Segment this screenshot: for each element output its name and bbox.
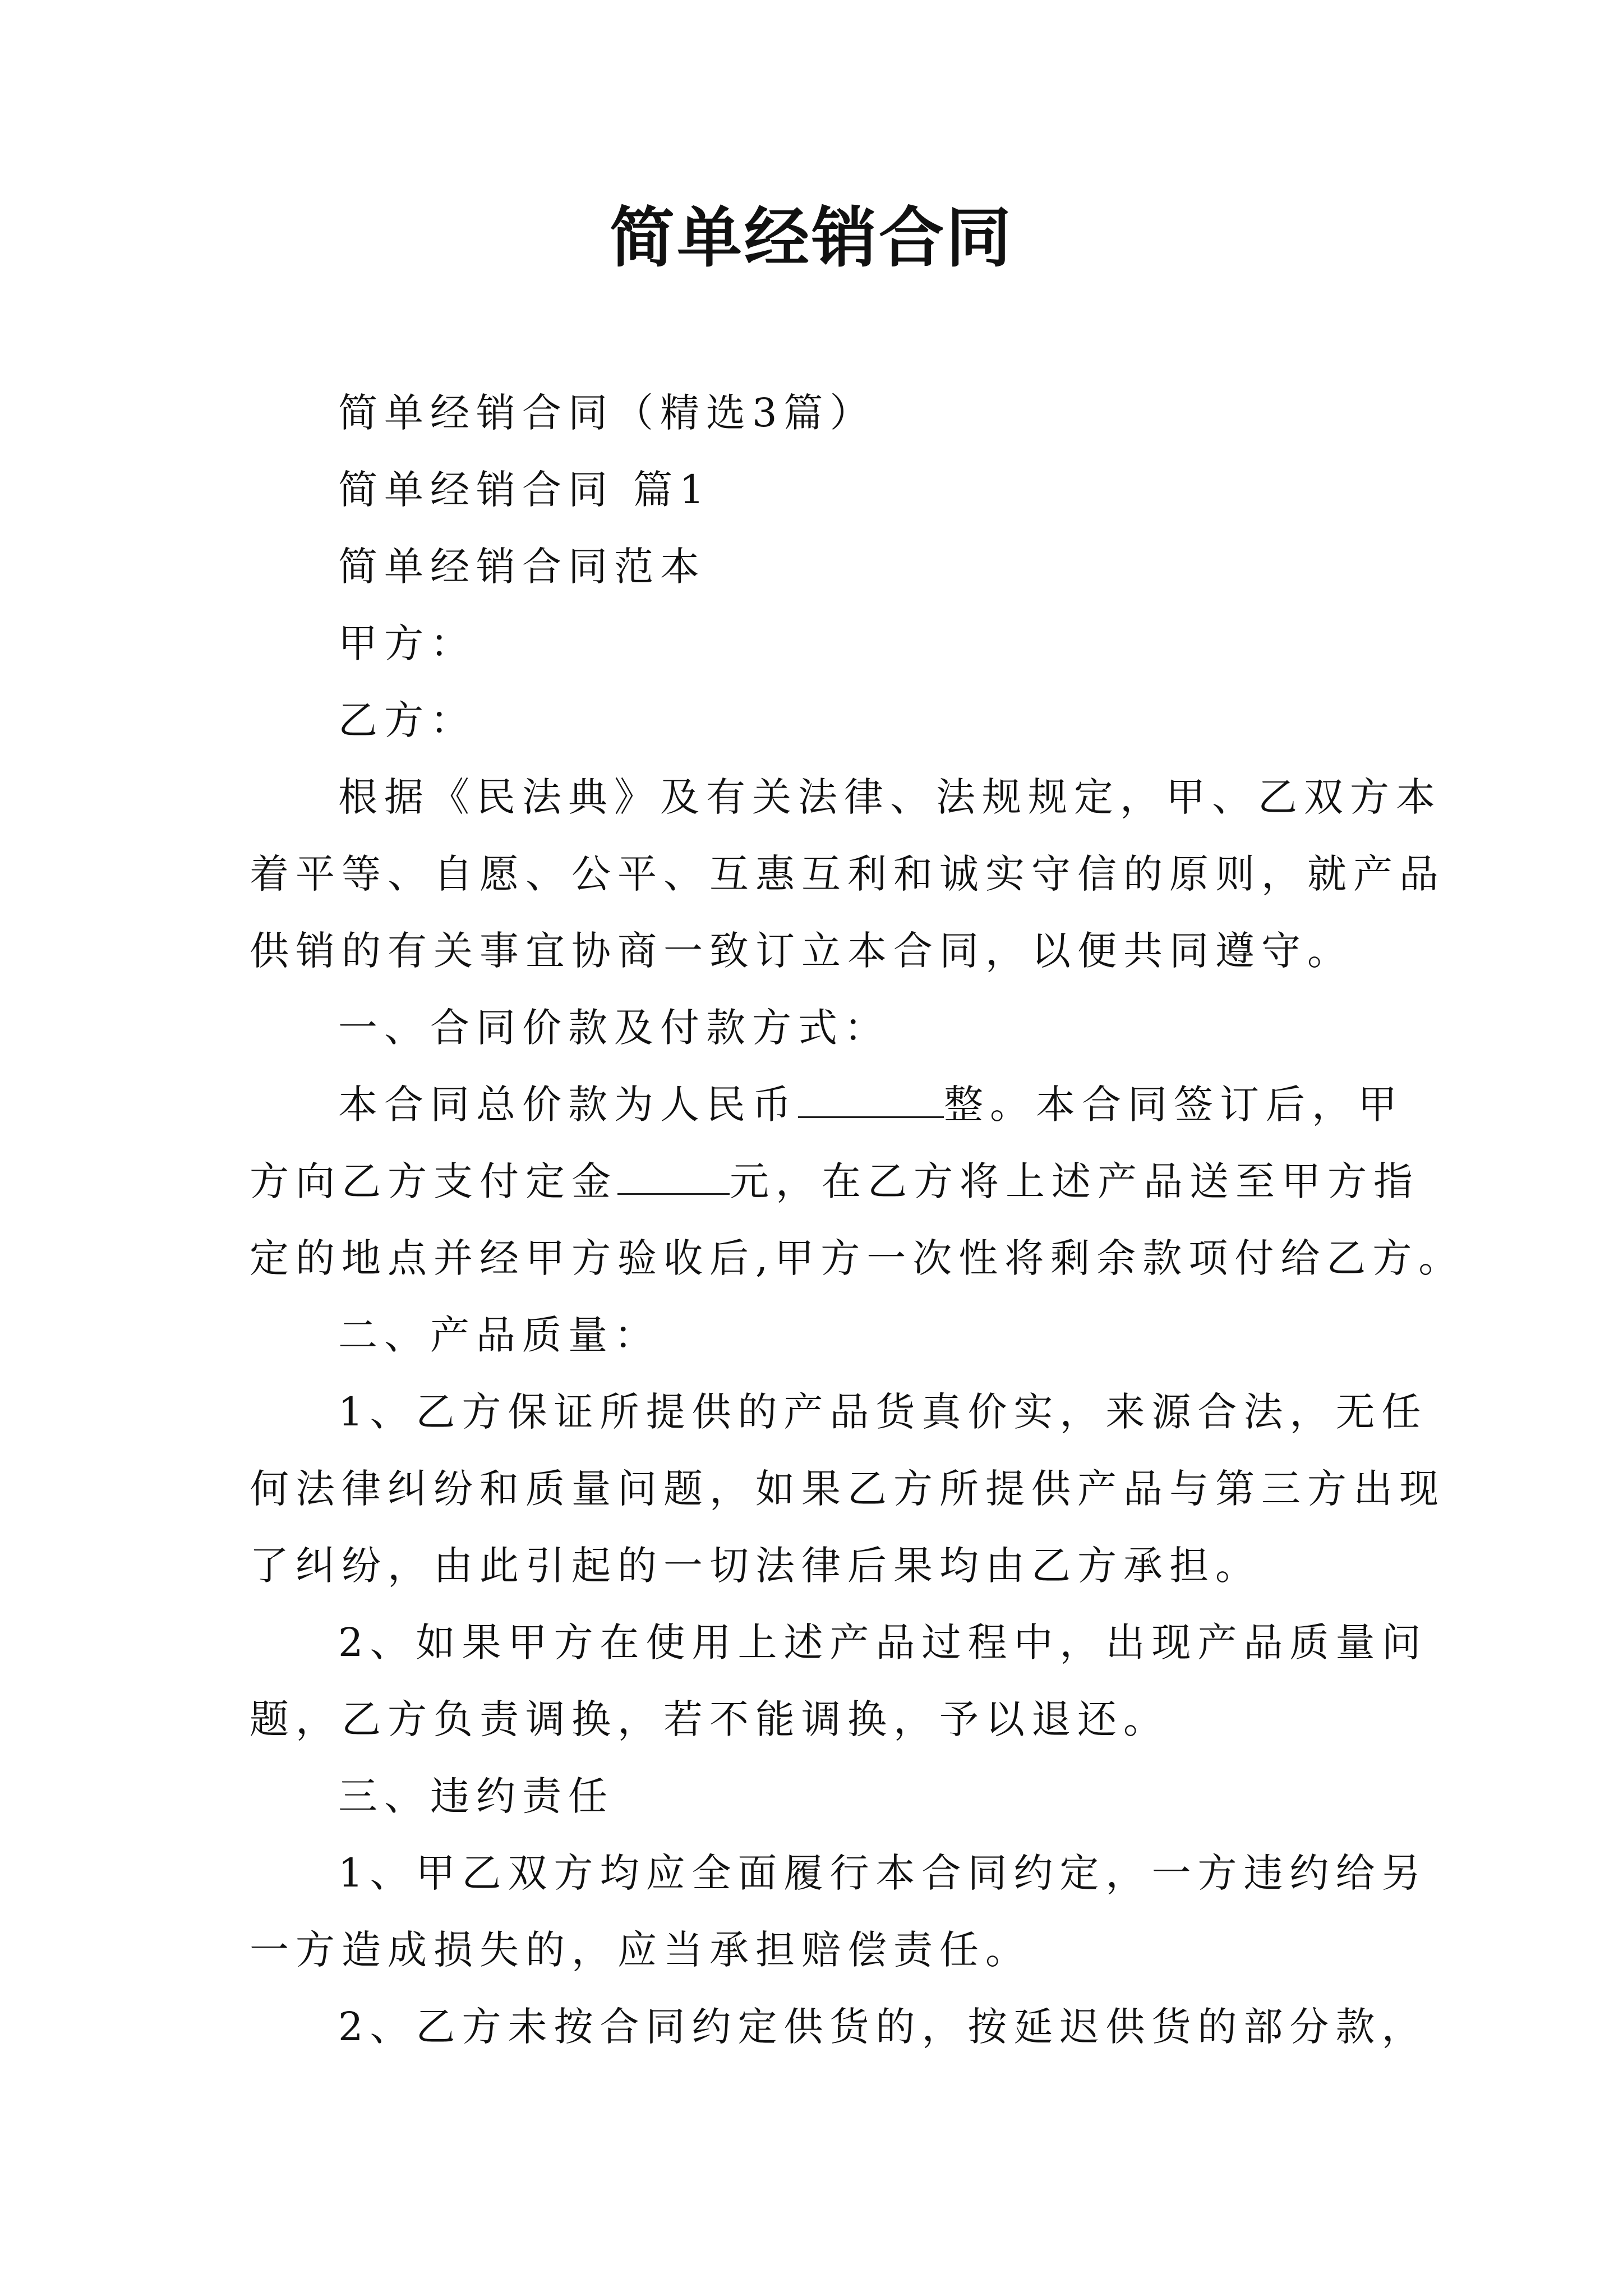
- fill-in-blank: [617, 1154, 730, 1195]
- fill-in-blank: [798, 1077, 944, 1118]
- text-line: 供销的有关事宜协商一致订立本合同，以便共同遵守。: [250, 928, 1353, 974]
- text-line: 一方造成损失的，应当承担赔偿责任。: [250, 1927, 1031, 1973]
- text-line: 简单经销合同范本: [338, 544, 706, 590]
- text-line: 简单经销合同 篇1: [338, 467, 711, 513]
- text-line-with-blank: [250, 1066, 1404, 1143]
- text-line: 了纠纷，由此引起的一切法律后果均由乙方承担。: [250, 1543, 1261, 1589]
- text-fragment: 整。本合同签订后，甲: [944, 1082, 1404, 1128]
- text-fragment: 元，在乙方将上述产品送至甲方指: [730, 1158, 1419, 1204]
- page-title: 简单经销合同: [610, 200, 1013, 276]
- text-line: 着平等、自愿、公平、互惠互利和诚实守信的原则，就产品: [250, 851, 1445, 897]
- text-line: 二、产品质量：: [338, 1312, 660, 1358]
- text-line: 何法律纠纷和质量问题，如果乙方所提供产品与第三方出现: [250, 1466, 1445, 1512]
- text-line: 简单经销合同（精选3篇）: [338, 390, 876, 436]
- text-line: 根据《民法典》及有关法律、法规规定，甲、乙双方本: [338, 774, 1442, 820]
- text-line-with-blank: [250, 1143, 1419, 1220]
- text-line: 题，乙方负责调换，若不能调换，予以退还。: [250, 1696, 1169, 1742]
- text-fragment: 方向乙方支付定金: [250, 1158, 617, 1204]
- text-line: 一、合同价款及付款方式：: [338, 1005, 890, 1051]
- text-line: 三、违约责任: [338, 1773, 614, 1819]
- text-line: 1、甲乙双方均应全面履行本合同约定，一方违约给另: [338, 1850, 1428, 1896]
- text-line: 2、如果甲方在使用上述产品过程中，出现产品质量问: [338, 1619, 1428, 1665]
- text-line: 乙方：: [338, 697, 476, 743]
- text-line: 定的地点并经甲方验收后,甲方一次性将剩余款项付给乙方。: [250, 1235, 1465, 1281]
- text-line: 2、乙方未按合同约定供货的，按延迟供货的部分款，: [338, 2004, 1428, 2050]
- document-body: [250, 375, 1465, 2065]
- text-line: 甲方：: [338, 620, 476, 666]
- text-line: 1、乙方保证所提供的产品货真价实，来源合法，无任: [338, 1389, 1428, 1435]
- text-fragment: 本合同总价款为人民币: [338, 1082, 798, 1128]
